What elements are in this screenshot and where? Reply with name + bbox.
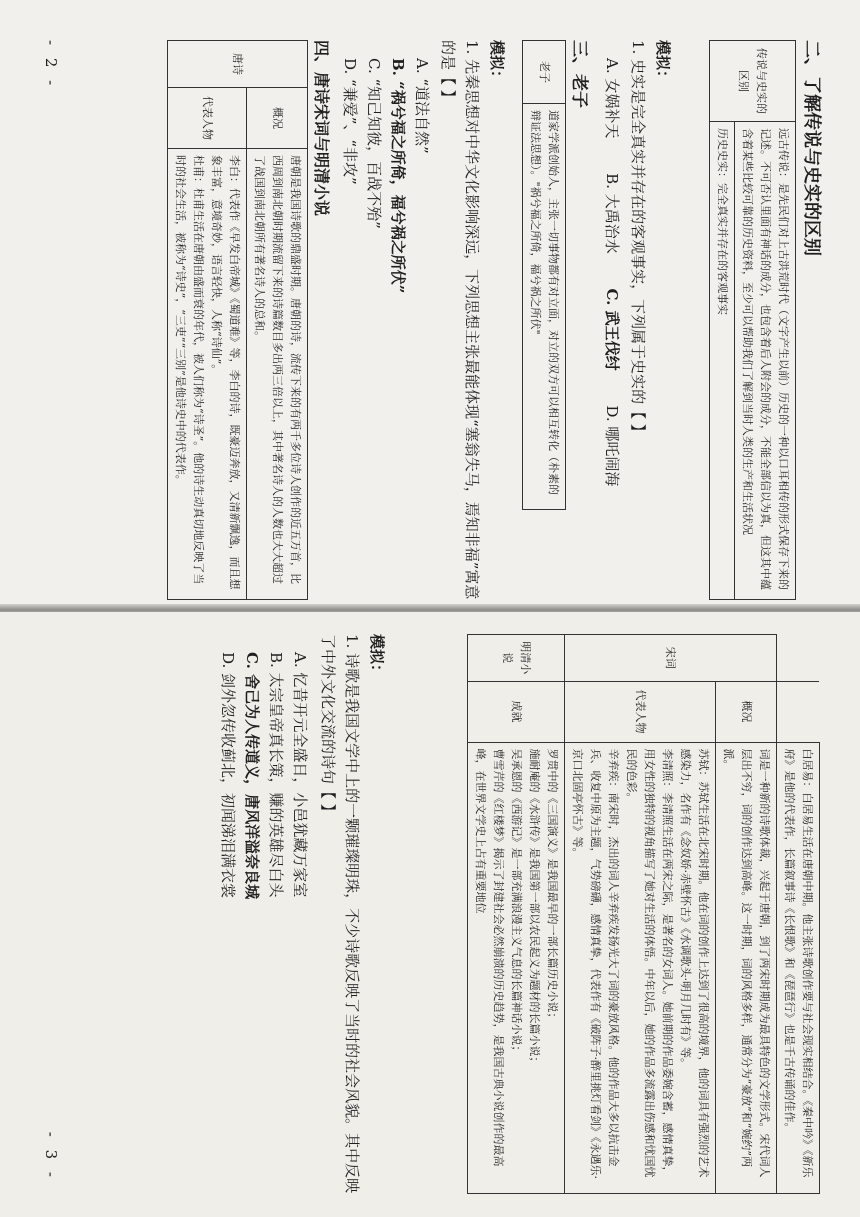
options-row (600, 58, 624, 608)
option-c[interactable]: C. 武王伐纣 (603, 288, 621, 371)
option-b[interactable]: B. 大禹治水 (603, 173, 621, 254)
laozi-content: 道家学派创始人，主张一切事物都有对立面，对立的双方可以相互转化（朴素的辩证法思想）。"祸兮福之所倚，福兮祸之所伏" (523, 104, 566, 510)
section-three-title: 三、老子 (569, 40, 589, 108)
option-c[interactable]: C. “知己知彼，百战不殆” (365, 58, 383, 229)
table-label: 老子 (523, 41, 566, 104)
rep-li-bai: 李白：代表作《早发白帝城》《蜀道难》等，李白的诗，既豪迈奔放，又清新飘逸，而且想象丰富，意境奇妙，语言轻快，人称“诗仙”。 (210, 155, 241, 590)
page-number: - 2 - (42, 40, 60, 90)
ach-sanguo: 罗贯中的《三国演义》是我国最早的一部长篇历史小说； (546, 748, 559, 1024)
song-rep-cell (565, 742, 716, 1194)
mingqing-ach-cell (468, 742, 565, 1194)
option-d[interactable]: D. 剑外忽传收蓟北，初闻涕泪满衣裳 (219, 652, 237, 899)
ach-label: 成就 (468, 681, 565, 742)
table-label: 传说与史实的区别 (710, 41, 796, 122)
laozi-table (522, 40, 566, 510)
option-a[interactable]: A. 忆昔开元全盛日，小邑犹藏万家室 (291, 652, 309, 898)
option-a[interactable]: A. 女娲补天 (603, 58, 621, 139)
question-text: 1. 先秦思想对中华文化影响深远，下列思想主张最能体现“塞翁失马，焉知非福”寓意的是【 】 (439, 40, 481, 600)
rep-label: 代表人物 (168, 88, 247, 149)
options-list (216, 652, 312, 899)
legend-fact-table (709, 40, 796, 600)
overview-label: 概况 (716, 681, 777, 742)
song-label: 宋词 (565, 635, 777, 682)
mock-label: 模拟： (654, 40, 672, 86)
legend-row: 远古传说：是先民们对上古洪荒时代（文字产生以前）历史的一种以口耳相传的形式保存下来的记述。不可否认里面有神话的成分，也包含着后人附会的成分，不能全部信以为真，但这其中蕴含着某些比较可靠的历史资料，至少可以帮助我们了解到当时人类的生产和生活状况 (735, 122, 796, 600)
rep-du-fu: 杜甫：杜甫生活在唐朝由盛而衰的年代，被人们称为“诗圣”。他的诗生动真切地反映了当时的社会生活，被称为“诗史”，“三吏”“三别”是他诗史中的代表作。 (174, 155, 205, 585)
song-overview: 词是一种新的诗歌体裁，兴起于唐朝，到了两宋时期成为最具特色的文学形式。宋代词人层出不穷，词的创作达到高峰。这一时期，词的风格多样，通常分为“豪放”和“婉约”两派。 (716, 742, 777, 1194)
option-d[interactable]: D. 哪吒闹海 (603, 405, 621, 487)
question-text: 1. 史实是完全真实并存在的客观事实，下列属于史实的【 】 (629, 40, 647, 439)
overview-label: 概况 (247, 88, 308, 149)
tang-rep-cell (168, 149, 247, 600)
question-text: 1. 诗歌是我国文学中上的一颗璀璨明珠，不少诗歌反映了当时的社会风貌。其中反映了中外文化交流的诗句【 】 (319, 634, 361, 1194)
page-left (0, 0, 860, 608)
option-b[interactable]: B. 太宗皇帝真长策，赚的英雄尽白头 (267, 652, 285, 898)
song-table (467, 634, 820, 1194)
section-two-title: 二、了解传说与史实的区别 (801, 40, 822, 256)
tang-table (167, 40, 308, 600)
option-c[interactable]: C. 舍己为人传道义，唐风洋溢奈良城 (243, 652, 261, 900)
ach-honglou: 曹雪芹的《红楼梦》揭示了封建社会必然崩溃的历史趋势，是我国古典小说创作的最高峰，在世界文学史上占有重要地位 (474, 748, 505, 1167)
mock-label: 模拟： (368, 634, 386, 680)
ach-shuihu: 施耐庵的《水浒传》是我国第一部以农民起义为题材的长篇小说； (528, 748, 541, 1068)
page-right (0, 612, 860, 1217)
section-four-title: 四、唐诗宋词与明清小说 (312, 40, 331, 217)
ach-xiyou: 吴承恩的《西游记》是一部充满浪漫主义气息的长篇神话小说； (510, 748, 523, 1057)
fact-row: 历史史实：完全真实并存在的客观事实 (710, 122, 735, 600)
option-d[interactable]: D. “兼爱”、“非攻” (341, 58, 359, 185)
option-b[interactable]: B. “祸兮福之所倚，福兮祸之所伏” (389, 58, 407, 294)
mock-label: 模拟： (488, 40, 506, 86)
rep-su-shi: 苏轼：苏轼生活在北宋时期。他在词的创作上达到了很高的境界，他的词具有强烈的艺术感染力，名作有《念奴娇·赤壁怀古》《水调歌头·明月几时有》等。 (679, 748, 710, 1178)
options-list (338, 58, 434, 293)
page-number: - 3 - (42, 1131, 60, 1181)
bai-juyi: 白居易：白居易生活在唐朝中期。他主张诗歌创作要与社会现实相结合。《秦中吟》《新乐府》是他的代表作，长篇叙事诗《长恨歌》和《琵琶行》也是千古传诵的佳作。 (777, 742, 820, 1194)
option-a[interactable]: A. “道法自然” (413, 58, 431, 154)
tang-overview: 唐朝是我国诗歌的鼎盛时期。唐朝的诗，流传下来的有两千多位诗人创作的近五万首，比西周到南北朝时期流留下来的诗篇数目多出两三倍以上，其中著名诗人的人数也大大超过了战国到南北朝所有著名诗人的总和。 (247, 149, 308, 600)
tang-label: 唐诗 (168, 41, 308, 88)
rep-xin-qiji: 辛弃疾：南宋时，杰出的词人辛弃疾发扬光大了词的豪放风格。他的作品大多以抗击金兵、收复中原为主题，气势磅礴，感情真挚，代表作有《破阵子·醉里挑灯看剑》《永遇乐·京口北固亭怀古》等。 (571, 748, 620, 1179)
rep-label: 代表人物 (565, 681, 716, 742)
rep-li-qingzhao: 李清照：李清照生活在两宋之际，是著名的女词人。她前期的作品委婉含蓄，感情真挚，用女性的独特的视角描写了她对生活的体悟。中年以后，她的作品多流露出伤感和忧国忧民的色彩。 (625, 748, 674, 1178)
mingqing-label: 明清小说 (468, 635, 565, 682)
